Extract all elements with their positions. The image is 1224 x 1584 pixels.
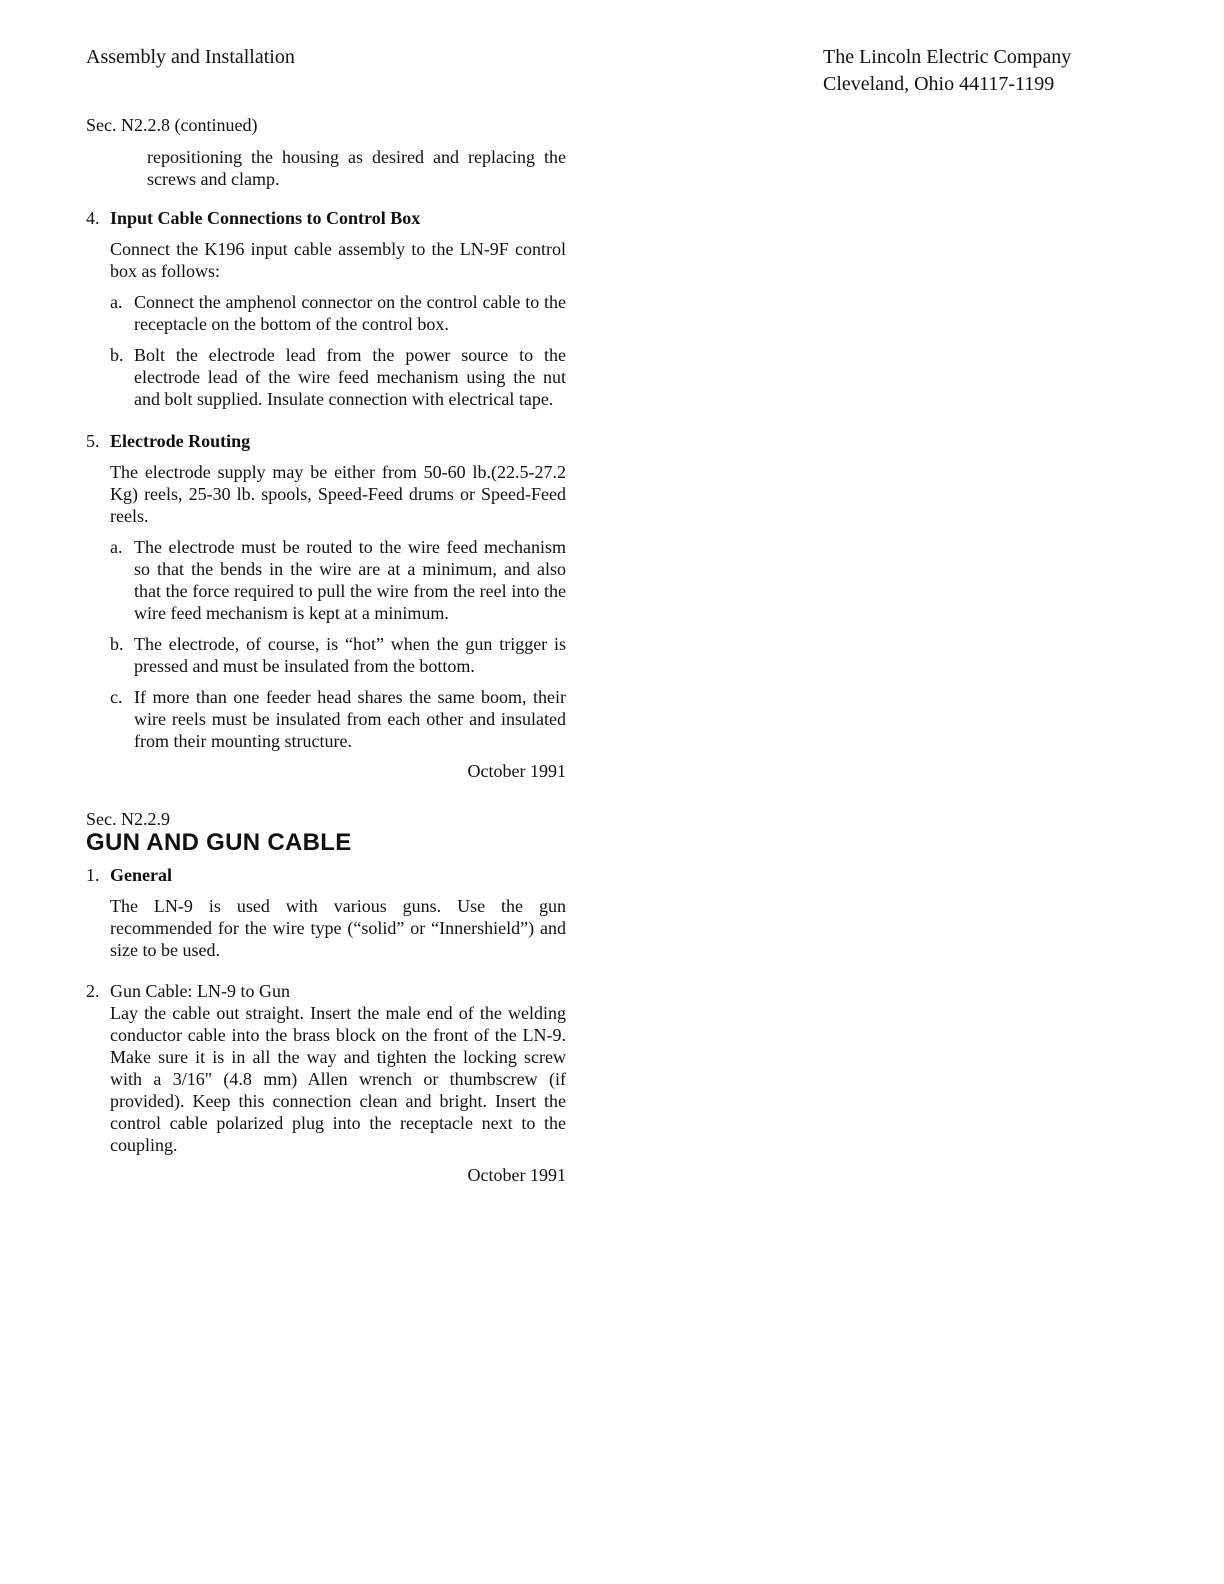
section-date: October 1991 <box>467 761 566 781</box>
gun-item-1-text: The LN-9 is used with various guns. Use the gun recommended for the wire type (“solid” or “Innershield”) and size to be used. <box>110 896 566 960</box>
item-5b-text: The electrode, of course, is “hot” when the gun trigger is pressed and must be insulated from the bottom. <box>134 634 566 676</box>
item-4b-text: Bolt the electrode lead from the power source to the electrode lead of the wire feed mechanism using the nut and bolt supplied. Insulate connection with electrical tape. <box>134 345 566 409</box>
section-n2-2-8-title: Sec. N2.2.8 (continued) <box>86 115 258 135</box>
item-5-text: The electrode supply may be either from 50-60 lb.(22.5-27.2 Kg) reels, 25-30 lb. spools, Speed-Feed drums or Speed-Feed reels. <box>110 462 566 526</box>
item-4-text: Connect the K196 input cable assembly to the LN-9F control box as follows: <box>110 239 566 281</box>
item-4b <box>86 344 566 410</box>
item-5b <box>86 633 566 677</box>
item-5c <box>86 686 566 752</box>
gun-item-2-heading: Gun Cable: LN-9 to Gun <box>110 981 290 1001</box>
item-4-heading: Input Cable Connections to Control Box <box>110 208 421 228</box>
gun-item-1-number: 1. <box>86 865 100 885</box>
item-4a <box>86 291 566 335</box>
item-5a-text: The electrode must be routed to the wire feed mechanism so that the bends in the wire are at a minimum, and also that the force required to pull the wire from the reel into the wire feed mechanism is kept at a minimum. <box>134 537 566 623</box>
header-section-title: Assembly and Installation <box>86 46 295 68</box>
section-n2-2-9-title: GUN AND GUN CABLE <box>86 829 352 856</box>
item-4-number: 4. <box>86 208 100 228</box>
gun-item-1 <box>86 864 566 886</box>
item-4a-letter: a. <box>110 292 123 312</box>
section-date: October 1991 <box>467 1165 566 1185</box>
section-n2-2-9-number: Sec. N2.2.9 <box>86 809 170 829</box>
gun-item-2-number: 2. <box>86 981 100 1001</box>
company-name: The Lincoln Electric Company <box>823 46 1072 68</box>
item-5c-letter: c. <box>110 687 123 707</box>
item-5-number: 5. <box>86 431 100 451</box>
main-column <box>86 114 566 1186</box>
continued-paragraph: repositioning the housing as desired and replacing the screws and clamp. <box>147 147 566 189</box>
item-5a <box>86 536 566 624</box>
company-address: Cleveland, Ohio 44117-1199 <box>823 73 1055 95</box>
gun-item-2 <box>86 980 566 1002</box>
item-5a-letter: a. <box>110 537 123 557</box>
item-5b-letter: b. <box>110 634 124 654</box>
item-4a-text: Connect the amphenol connector on the control cable to the receptacle on the bottom of the control box. <box>134 292 566 334</box>
header-company-block <box>823 44 1071 98</box>
item-5 <box>86 430 566 452</box>
item-5c-text: If more than one feeder head shares the same boom, their wire reels must be insulated from each other and insulated from their mounting structure. <box>134 687 566 751</box>
item-5-heading: Electrode Routing <box>110 431 251 451</box>
gun-item-2-text: Lay the cable out straight. Insert the male end of the welding conductor cable into the brass block on the front of the LN-9. Make sure it is in all the way and tighten the locking screw with a 3/16" (4.8 mm) Allen wrench or thumbscrew (if provided). Keep this connection clean and bright. Insert the control cable polarized plug into the receptacle next to the coupling. <box>110 1003 566 1155</box>
item-4b-letter: b. <box>110 345 124 365</box>
gun-item-1-heading: General <box>110 865 172 885</box>
item-4 <box>86 207 566 229</box>
